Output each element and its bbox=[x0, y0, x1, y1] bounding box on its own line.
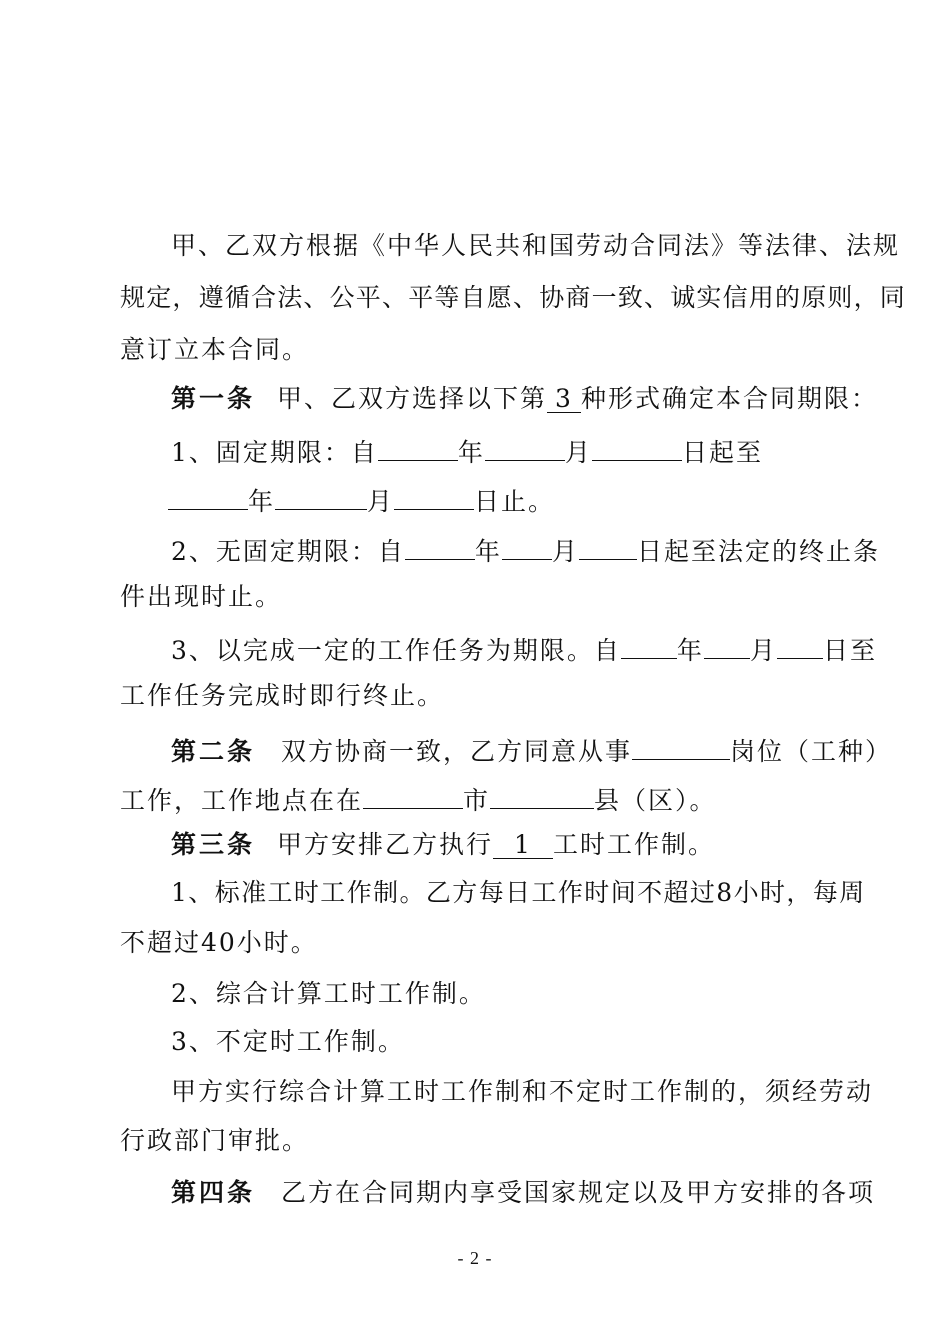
article-2-heading bbox=[171, 731, 892, 768]
option-2-day-field[interactable] bbox=[579, 531, 637, 560]
article-4-heading bbox=[171, 1177, 875, 1209]
article-2-city-field[interactable] bbox=[363, 780, 463, 809]
article-1-option-2-line-1 bbox=[171, 531, 880, 568]
option-1-start-month-field[interactable] bbox=[485, 432, 565, 461]
article-3-note-text-b: 行政部门审批。 bbox=[120, 1126, 310, 1155]
article-1-option-3-line-1 bbox=[171, 630, 877, 667]
option-2-text-c: 件出现时止。 bbox=[120, 582, 283, 611]
article-3-item-1-line-1 bbox=[171, 877, 866, 909]
month-label: 月 bbox=[564, 438, 592, 467]
preamble-text-2: 规定，遵循合法、公平、平等自愿、协商一致、诚实信用的原则，同 bbox=[120, 283, 907, 312]
option-2-year-field[interactable] bbox=[405, 531, 475, 560]
article-2-text-b: 岗位（工种） bbox=[729, 737, 892, 766]
article-3-text-b: 工时工作制。 bbox=[552, 830, 715, 859]
day-until-label: 日止。 bbox=[474, 487, 556, 516]
article-3-title: 第三条 bbox=[171, 830, 256, 859]
article-1-text-b: 种形式确定本合同期限： bbox=[580, 384, 878, 413]
option-2-text-b: 日起至法定的终止条 bbox=[636, 537, 880, 566]
article-3-item-3-text: 3、不定时工作制。 bbox=[171, 1027, 405, 1056]
day-to-label: 日至 bbox=[822, 636, 877, 665]
year-label: 年 bbox=[457, 438, 485, 467]
month-label: 月 bbox=[749, 636, 777, 665]
preamble-text-3: 意订立本合同。 bbox=[120, 335, 310, 364]
county-label: 县（区）。 bbox=[594, 786, 717, 815]
month-label: 月 bbox=[367, 487, 395, 516]
article-3-item-1-line-2 bbox=[120, 927, 318, 959]
article-4-text-a: 乙方在合同期内享受国家规定以及甲方安排的各项 bbox=[280, 1178, 875, 1207]
option-3-month-field[interactable] bbox=[704, 630, 750, 659]
article-1-text-a: 甲、乙双方选择以下第 bbox=[276, 384, 547, 413]
article-2-text-c: 工作，工作地点在在 bbox=[120, 786, 364, 815]
option-2-month-field[interactable] bbox=[502, 531, 552, 560]
article-3-note-line-2 bbox=[120, 1125, 309, 1157]
option-2-label: 2、无固定期限：自 bbox=[171, 537, 405, 566]
article-3-note-line-1 bbox=[171, 1076, 873, 1108]
article-3-item-1-text-b: 不超过40小时。 bbox=[120, 928, 318, 957]
article-3-item-2-text: 2、综合计算工时工作制。 bbox=[171, 979, 486, 1008]
year-label: 年 bbox=[474, 537, 502, 566]
preamble-line-3 bbox=[120, 334, 309, 366]
preamble-line-1 bbox=[171, 230, 901, 262]
article-2-position-field[interactable] bbox=[632, 731, 730, 760]
article-3-note-text-a: 甲方实行综合计算工时工作制和不定时工作制的，须经劳动 bbox=[171, 1077, 874, 1106]
option-1-end-day-field[interactable] bbox=[394, 481, 474, 510]
option-3-year-field[interactable] bbox=[621, 630, 677, 659]
article-1-title: 第一条 bbox=[171, 384, 256, 413]
article-1-heading bbox=[171, 383, 878, 415]
article-3-choice-field[interactable]: 1 bbox=[493, 830, 553, 859]
article-2-title: 第二条 bbox=[171, 737, 256, 766]
article-3-item-2 bbox=[171, 978, 486, 1010]
article-3-heading bbox=[171, 829, 715, 861]
article-3-item-1-text-a: 1、标准工时工作制。乙方每日工作时间不超过8小时，每周 bbox=[171, 878, 866, 907]
option-3-label: 3、以完成一定的工作任务为期限。自 bbox=[171, 636, 621, 665]
article-2-text-a: 双方协商一致，乙方同意从事 bbox=[280, 737, 632, 766]
option-3-day-field[interactable] bbox=[777, 630, 823, 659]
option-1-start-year-field[interactable] bbox=[378, 432, 458, 461]
article-4-title: 第四条 bbox=[171, 1178, 256, 1207]
article-1-option-3-line-2 bbox=[120, 680, 444, 712]
day-from-label: 日起至 bbox=[681, 438, 763, 467]
article-2-county-field[interactable] bbox=[490, 780, 594, 809]
article-1-option-1-line-1 bbox=[171, 432, 763, 469]
year-label: 年 bbox=[676, 636, 704, 665]
option-1-end-month-field[interactable] bbox=[275, 481, 367, 510]
option-1-end-year-field[interactable] bbox=[168, 481, 248, 510]
article-1-choice-field[interactable]: 3 bbox=[547, 384, 581, 413]
city-label: 市 bbox=[463, 786, 491, 815]
preamble-text-1: 甲、乙双方根据《中华人民共和国劳动合同法》等法律、法规 bbox=[171, 231, 901, 260]
article-3-item-3 bbox=[171, 1026, 405, 1058]
article-1-option-2-line-2 bbox=[120, 581, 282, 613]
option-1-label: 1、固定期限：自 bbox=[171, 438, 378, 467]
option-3-text-c: 工作任务完成时即行终止。 bbox=[120, 681, 445, 710]
preamble-line-2 bbox=[120, 282, 907, 314]
article-3-text-a: 甲方安排乙方执行 bbox=[276, 830, 493, 859]
year-label: 年 bbox=[248, 487, 276, 516]
page-number: - 2 - bbox=[457, 1248, 493, 1268]
month-label: 月 bbox=[551, 537, 579, 566]
article-1-option-1-line-2 bbox=[168, 481, 555, 518]
article-2-location-line bbox=[120, 780, 717, 817]
option-1-start-day-field[interactable] bbox=[592, 432, 682, 461]
